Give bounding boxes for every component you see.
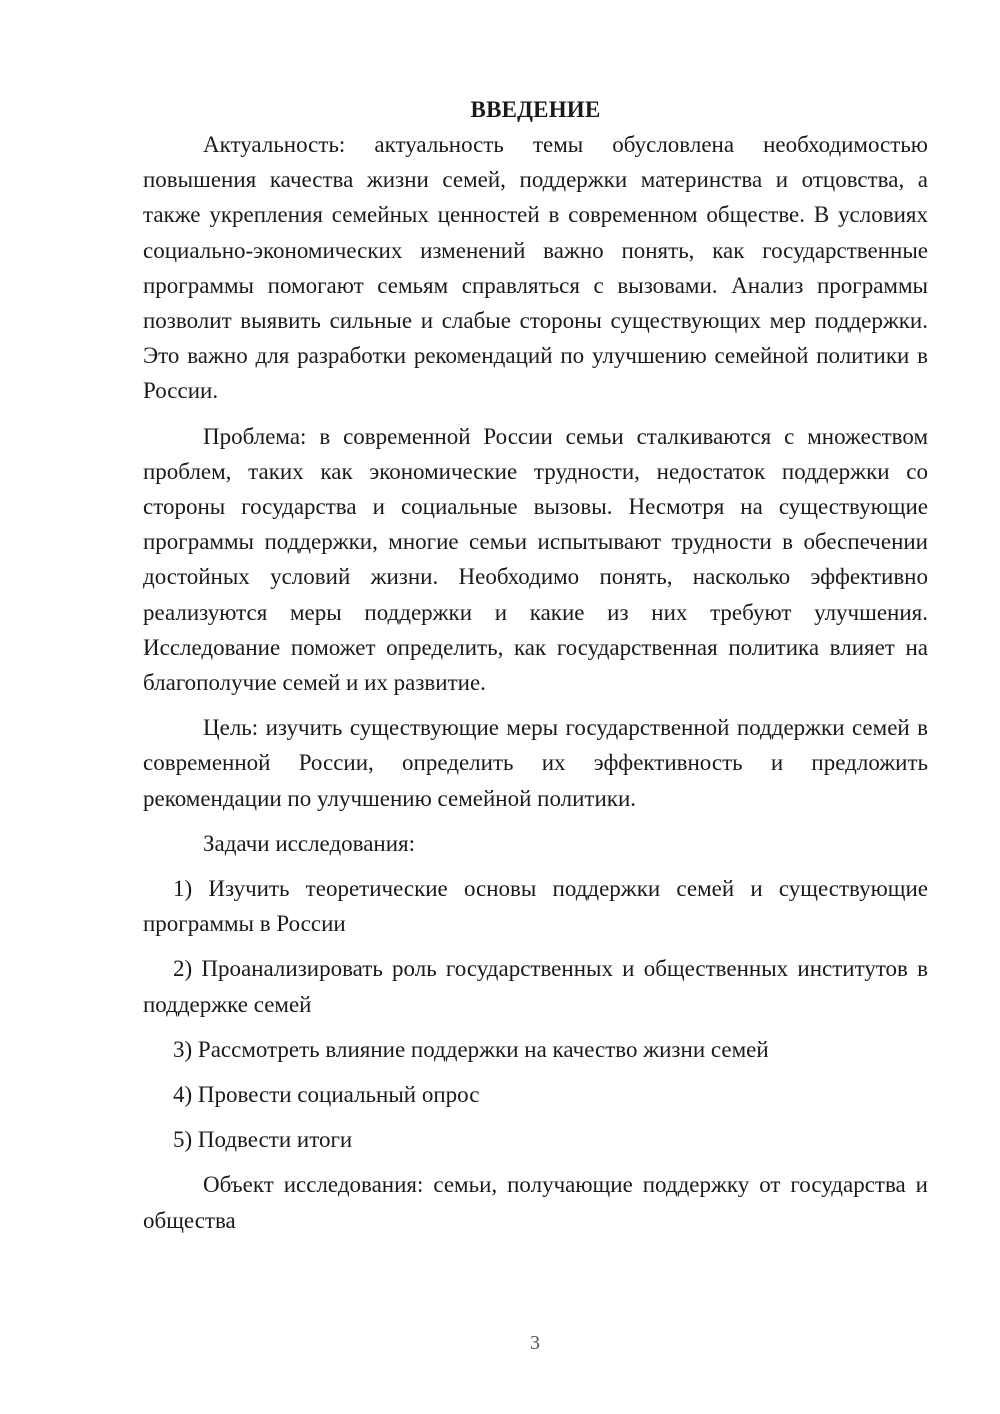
task-item-3: 3) Рассмотреть влияние поддержки на качество жизни семей (173, 1036, 769, 1062)
task-item-2: 2) Проанализировать роль государственных и общественных институтов в поддержке семей (143, 956, 928, 1017)
page-content (143, 92, 928, 1248)
goal-paragraph: Цель: изучить существующие меры государственной поддержки семей в современной России, определить их эффективность и предложить рекомендации по улучшению семейной политики. (143, 715, 928, 811)
problem-paragraph: Проблема: в современной России семьи сталкиваются с множеством проблем, таких как экономические трудности, недостаток поддержки со стороны государства и социальные вызовы. Несмотря на существующие программы поддержки, многие семьи испытывают трудности в обеспечении достойных условий жизни. Необходимо понять, насколько эффективно реализуются меры поддержки и какие из них требуют улучшения. Исследование поможет определить, как государственная политика влияет на благополучие семей и их развитие. (143, 423, 928, 696)
task-item-1: 1) Изучить теоретические основы поддержки семей и существующие программы в России (143, 876, 928, 937)
relevance-paragraph: Актуальность: актуальность темы обусловлена необходимостью повышения качества жизни семей, поддержки материнства и отцовства, а также укрепления семейных ценностей в современном обществе. В условиях социально-экономических изменений важно понять, как государственные программы помогают семьям справляться с вызовами. Анализ программы позволит выявить сильные и слабые стороны существующих мер поддержки. Это важно для разработки рекомендаций по улучшению семейной политики в России. (143, 132, 928, 404)
object-paragraph: Объект исследования: семьи, получающие поддержку от государства и общества (143, 1172, 928, 1233)
section-heading: ВВЕДЕНИЕ (470, 97, 601, 122)
task-item-5: 5) Подвести итоги (173, 1127, 353, 1153)
tasks-intro: Задачи исследования: (203, 830, 416, 856)
page-number: 3 (530, 1332, 540, 1354)
task-item-4: 4) Провести социальный опрос (173, 1082, 480, 1108)
